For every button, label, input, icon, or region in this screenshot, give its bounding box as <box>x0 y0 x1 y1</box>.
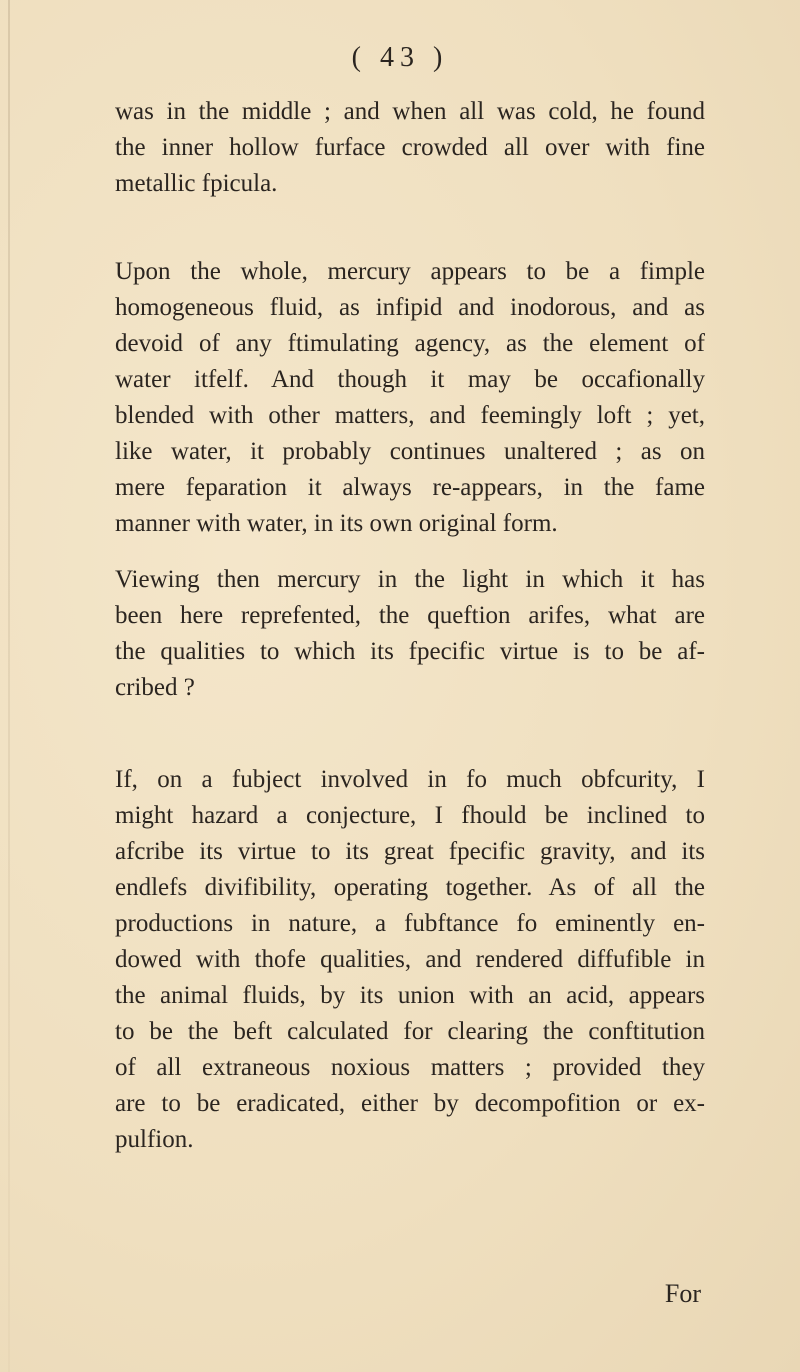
text-line: like water, it probably continues unaltered ; as on <box>115 438 705 465</box>
text-line: the qualities to which its fpecific virtue is to be af- <box>115 638 705 665</box>
text-line: afcribe its virtue to its great fpecific gravity, and its <box>115 838 705 865</box>
text-line: cribed ? <box>115 674 195 701</box>
text-line: water itfelf. And though it may be occafionally <box>115 366 705 393</box>
text-line: pulfion. <box>115 1126 194 1153</box>
text-line: dowed with thofe qualities, and rendered diffufible in <box>115 946 705 973</box>
text-line: endlefs divifibility, operating together. As of all the <box>115 874 705 901</box>
paragraph-4 <box>115 762 705 1158</box>
text-line: If, on a fubject involved in fo much obfcurity, I <box>115 766 705 793</box>
text-line: Upon the whole, mercury appears to be a fimple <box>115 258 705 285</box>
page-crease <box>8 0 10 1372</box>
text-line: are to be eradicated, either by decompofition or ex- <box>115 1090 705 1117</box>
text-line: blended with other matters, and feemingly loft ; yet, <box>115 402 705 429</box>
catchword: For <box>664 1279 701 1308</box>
paragraph-3 <box>115 562 705 706</box>
text-line: homogeneous fluid, as infipid and inodorous, and as <box>115 294 705 321</box>
text-line: the inner hollow furface crowded all over with fine <box>115 134 705 161</box>
text-line: productions in nature, a fubftance fo eminently en- <box>115 910 705 937</box>
text-line: was in the middle ; and when all was cold, he found <box>115 98 705 125</box>
text-line: metallic fpicula. <box>115 170 278 197</box>
text-line: to be the beft calculated for clearing the conftitution <box>115 1018 705 1045</box>
page-number: ( 43 ) <box>351 42 449 73</box>
text-line: of all extraneous noxious matters ; provided they <box>115 1054 705 1081</box>
text-line: Viewing then mercury in the light in which it has <box>115 566 705 593</box>
text-line: mere feparation it always re-appears, in the fame <box>115 474 705 501</box>
text-line: devoid of any ftimulating agency, as the element of <box>115 330 705 357</box>
text-line: the animal fluids, by its union with an acid, appears <box>115 982 705 1009</box>
text-line: might hazard a conjecture, I fhould be inclined to <box>115 802 705 829</box>
text-line: manner with water, in its own original form. <box>115 510 558 537</box>
paragraph-1 <box>115 94 705 202</box>
text-line: been here reprefented, the queftion arifes, what are <box>115 602 705 629</box>
paragraph-2 <box>115 254 705 542</box>
